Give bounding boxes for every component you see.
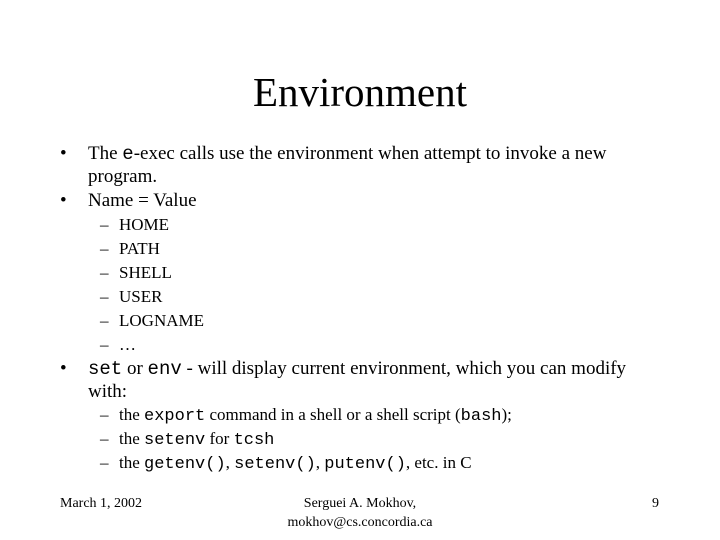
text: - will display current environment, which you can modify bbox=[181, 358, 627, 379]
env-var-label: LOGNAME bbox=[119, 311, 204, 330]
dash-glyph: – bbox=[100, 429, 109, 448]
author-name: Serguei A. Mokhov, bbox=[303, 496, 417, 511]
code-getenv: getenv() bbox=[144, 455, 226, 474]
bullet-set-env-line1 bbox=[88, 357, 626, 381]
dash-glyph: – bbox=[100, 215, 109, 234]
bullet-glyph: • bbox=[60, 358, 67, 379]
dash-glyph: – bbox=[100, 239, 109, 258]
env-var-label: PATH bbox=[119, 239, 160, 258]
text: for bbox=[205, 429, 234, 448]
footer-date: March 1, 2002 bbox=[60, 496, 143, 511]
dash-glyph: – bbox=[100, 453, 109, 472]
text: , bbox=[225, 453, 235, 472]
env-var-label: … bbox=[119, 335, 136, 354]
dash-glyph: – bbox=[100, 405, 109, 424]
modify-item-text bbox=[119, 403, 512, 428]
text: The bbox=[88, 143, 123, 164]
slide-title: Environment bbox=[252, 69, 468, 115]
dash-glyph: – bbox=[100, 311, 109, 330]
text: ); bbox=[501, 405, 512, 424]
text: the bbox=[119, 405, 145, 424]
env-var-label: USER bbox=[119, 287, 163, 306]
code-e: e bbox=[122, 143, 134, 165]
code-setenv-fn: setenv() bbox=[234, 455, 316, 474]
bullet-e-exec-line1 bbox=[88, 142, 606, 166]
text: , bbox=[315, 453, 325, 472]
dash-glyph: – bbox=[100, 335, 109, 354]
text: or bbox=[122, 358, 148, 379]
text: the bbox=[119, 429, 145, 448]
footer-author bbox=[240, 494, 480, 532]
dash-glyph: – bbox=[100, 263, 109, 282]
bullet-set-env-line2: with: bbox=[88, 381, 128, 402]
bullet-glyph: • bbox=[60, 143, 67, 164]
code-setenv: setenv bbox=[144, 431, 206, 450]
code-set: set bbox=[88, 358, 123, 380]
env-var-label: SHELL bbox=[119, 263, 172, 282]
bullet-glyph: • bbox=[60, 190, 67, 211]
modify-item-text bbox=[119, 451, 472, 476]
text: command in a shell or a shell script ( bbox=[205, 405, 461, 424]
bullet-e-exec-line2: program. bbox=[88, 166, 158, 187]
modify-item-text bbox=[119, 427, 274, 452]
text: -exec calls use the environment when attempt to invoke a new bbox=[133, 143, 607, 164]
dash-glyph: – bbox=[100, 287, 109, 306]
text: the bbox=[119, 453, 145, 472]
code-bash: bash bbox=[460, 407, 502, 426]
env-var-label: HOME bbox=[119, 215, 170, 234]
page-number: 9 bbox=[652, 496, 659, 511]
code-export: export bbox=[144, 407, 206, 426]
code-tcsh: tcsh bbox=[233, 431, 275, 450]
bullet-name-value-text: Name = Value bbox=[88, 190, 197, 211]
code-putenv: putenv() bbox=[324, 455, 406, 474]
text: , etc. in C bbox=[405, 453, 472, 472]
code-env: env bbox=[147, 358, 182, 380]
author-email: mokhov@cs.concordia.ca bbox=[287, 515, 433, 530]
